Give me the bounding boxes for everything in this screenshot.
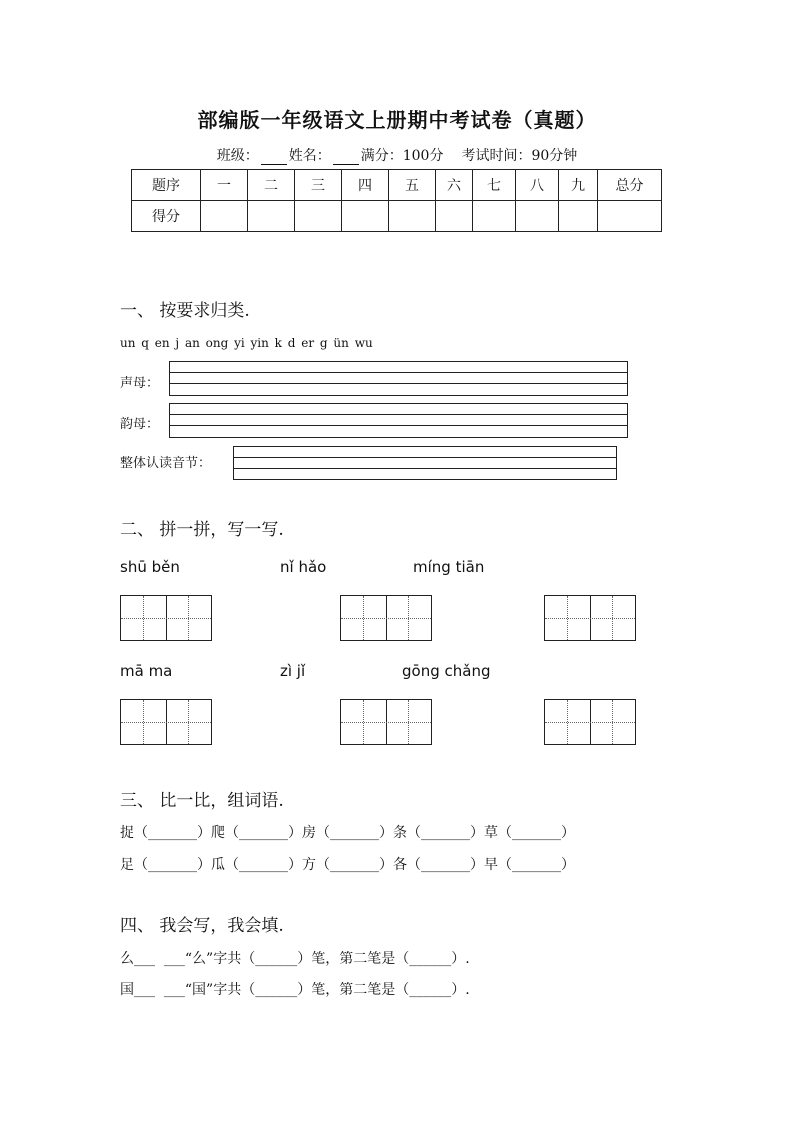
score-cell[interactable] — [516, 201, 559, 232]
full-score: 满分：100分 — [360, 148, 444, 164]
initials-label: 声母： — [120, 376, 160, 391]
header-cell: 七 — [473, 170, 516, 201]
score-cell[interactable] — [559, 201, 598, 232]
pinyin-ma-ma: mā ma — [120, 662, 173, 680]
header-cell: 八 — [516, 170, 559, 201]
pinyin-ni-hao: nǐ hǎo — [280, 558, 327, 576]
header-cell: 三 — [295, 170, 342, 201]
name-blank[interactable] — [333, 150, 359, 165]
whole-syllable-answer-lines[interactable] — [233, 446, 617, 480]
section1-heading: 一、 按要求归类. — [120, 301, 250, 321]
score-table-header-row — [132, 170, 662, 201]
word-group-line-2[interactable]: 足（_______）瓜（_______）方（_______）各（_______）早（_______） — [120, 857, 575, 873]
pinyin-gong-chang: gōng chǎng — [402, 662, 491, 680]
score-cell[interactable] — [473, 201, 516, 232]
writing-grid[interactable] — [120, 595, 212, 641]
score-table — [131, 169, 662, 232]
name-label: 姓名： — [288, 148, 331, 164]
stroke-question-1[interactable]: 么___ ___“么”字共（______）笔，第二笔是（______）. — [120, 951, 470, 967]
writing-grid[interactable] — [340, 699, 432, 745]
header-cell: 一 — [201, 170, 248, 201]
word-group-line-1[interactable]: 捉（_______）爬（_______）房（_______）条（_______）草（_______） — [120, 825, 575, 841]
score-cell[interactable] — [201, 201, 248, 232]
writing-grid[interactable] — [340, 595, 432, 641]
section4-heading: 四、 我会写，我会填. — [120, 916, 284, 936]
whole-syllable-label: 整体认读音节： — [120, 456, 212, 471]
row-label: 得分 — [132, 201, 201, 232]
header-cell: 九 — [559, 170, 598, 201]
score-cell[interactable] — [598, 201, 662, 232]
score-cell[interactable] — [342, 201, 389, 232]
finals-answer-lines[interactable] — [169, 403, 628, 438]
section2-heading: 二、 拼一拼，写一写. — [120, 520, 284, 540]
score-cell[interactable] — [295, 201, 342, 232]
pinyin-shu-ben: shū běn — [120, 558, 180, 576]
header-cell: 题序 — [132, 170, 201, 201]
stroke-question-2[interactable]: 国___ ___“国”字共（______）笔，第二笔是（______）. — [120, 982, 470, 998]
section3-heading: 三、 比一比，组词语. — [120, 791, 284, 811]
exam-time: 考试时间：90分钟 — [461, 148, 578, 164]
header-cell: 四 — [342, 170, 389, 201]
writing-grid[interactable] — [120, 699, 212, 745]
header-cell: 二 — [248, 170, 295, 201]
header-cell: 六 — [436, 170, 473, 201]
header-cell: 总分 — [598, 170, 662, 201]
exam-info — [0, 145, 794, 165]
header-cell: 五 — [389, 170, 436, 201]
score-cell[interactable] — [248, 201, 295, 232]
letters-list: un q en j an ong yi yin k d er g ün wu — [120, 336, 373, 350]
finals-label: 韵母： — [120, 417, 160, 432]
class-blank[interactable] — [261, 150, 287, 165]
score-cell[interactable] — [436, 201, 473, 232]
pinyin-zi-ji: zì jǐ — [280, 662, 306, 680]
score-cell[interactable] — [389, 201, 436, 232]
exam-title: 部编版一年级语文上册期中考试卷（真题） — [197, 108, 597, 132]
pinyin-ming-tian: míng tiān — [413, 558, 485, 576]
score-table-score-row — [132, 201, 662, 232]
writing-grid[interactable] — [544, 699, 636, 745]
class-label: 班级： — [216, 148, 259, 164]
writing-grid[interactable] — [544, 595, 636, 641]
initials-answer-lines[interactable] — [169, 361, 628, 396]
